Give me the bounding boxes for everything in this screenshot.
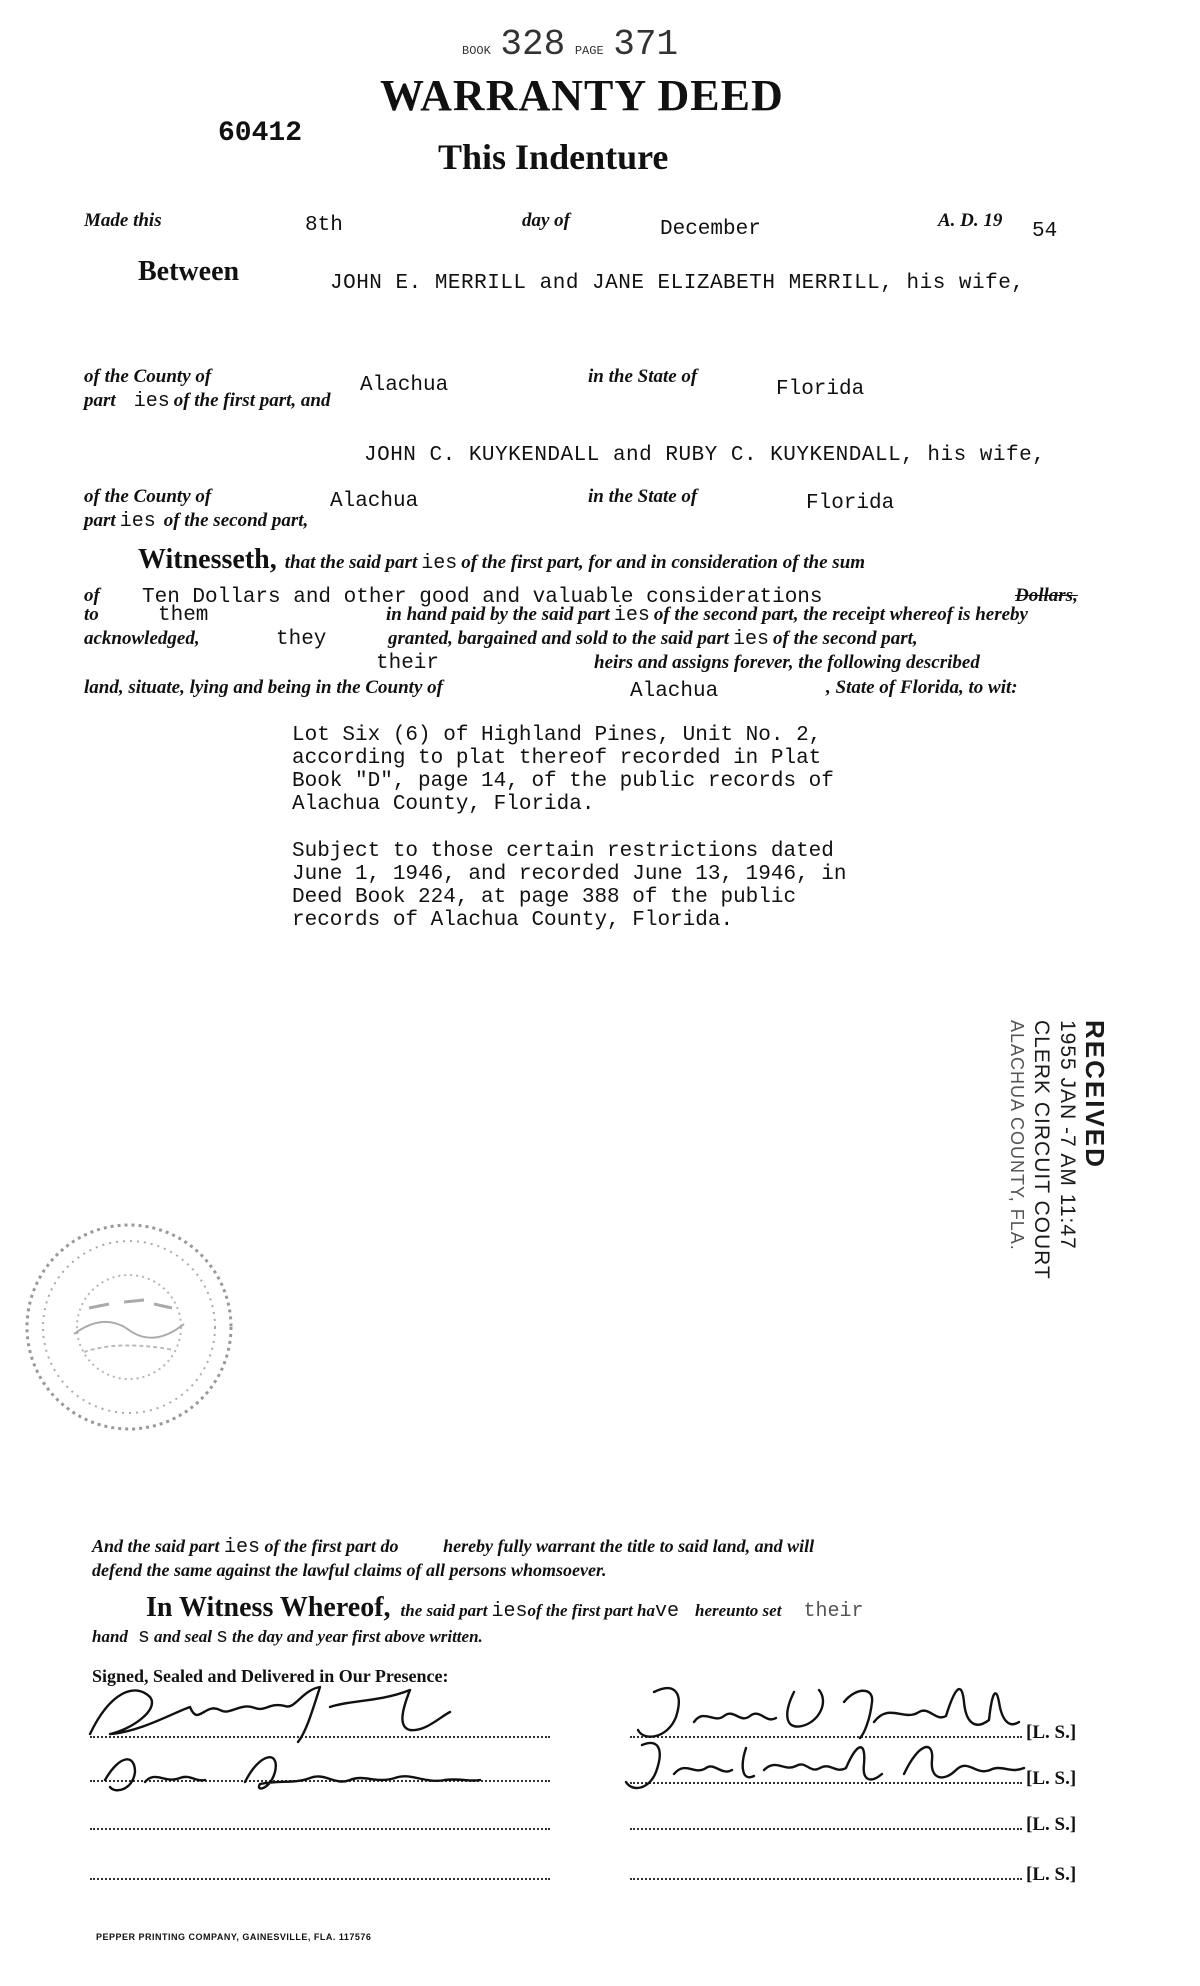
received-stamp <box>1006 1020 1110 1280</box>
witnesseth-text: that the said part <box>284 552 418 573</box>
seals-s: s <box>216 1626 229 1649</box>
witness-signature-1 <box>80 1672 500 1752</box>
document-subtitle: This Indenture <box>438 137 669 177</box>
warranty-line-2: defend the same against the lawful claims of all persons whomsoever. <box>92 1560 607 1580</box>
second-state-label: in the State of <box>588 486 698 507</box>
page-prefix: PAGE <box>574 44 604 58</box>
legal-description-line: records of Alachua County, Florida. <box>292 909 734 932</box>
part-prefix: part <box>84 390 116 411</box>
to-them: them <box>158 604 209 627</box>
between-label: Between <box>138 256 240 287</box>
in-witness-text: the said part <box>400 1601 488 1620</box>
legal-description-line: Subject to those certain restrictions dated <box>292 840 834 863</box>
land-county: Alachua <box>630 680 719 703</box>
deed-year: 54 <box>1032 220 1058 243</box>
warranty-text: And the said part <box>92 1536 220 1556</box>
hands-text: and seal <box>153 1627 213 1646</box>
legal-description-line: Alachua County, Florida. <box>292 793 595 816</box>
page-number: 371 <box>613 24 679 65</box>
hands-s: s <box>137 1626 150 1649</box>
receipt-plural: ies <box>613 604 650 627</box>
stamp-clerk: CLERK CIRCUIT COURT <box>1030 1020 1053 1280</box>
grantees-names: JOHN C. KUYKENDALL and RUBY C. KUYKENDALL, his wife, <box>364 444 1046 467</box>
first-county: Alachua <box>360 374 449 397</box>
first-part-line <box>84 390 330 413</box>
granted-text: granted, bargained and sold to the said part <box>388 628 729 649</box>
recording-reference <box>462 24 678 65</box>
witness-signature-line-4 <box>90 1878 550 1880</box>
hands-seals-line <box>92 1626 483 1649</box>
warranty-plural: ies <box>224 1536 261 1559</box>
legal-description-line: Lot Six (6) of Highland Pines, Unit No. 2, <box>292 724 822 747</box>
granted-plural: ies <box>733 628 770 651</box>
in-witness-their: their <box>803 1600 864 1623</box>
second-county-label: of the County of <box>84 486 212 507</box>
ls-seal-label-3: [L. S.] <box>1026 1814 1077 1835</box>
ls-seal-label-4: [L. S.] <box>1026 1864 1077 1885</box>
book-number: 328 <box>500 24 566 65</box>
ls-seal-label-2: [L. S.] <box>1026 1768 1077 1789</box>
witnesseth-label: Witnesseth, <box>138 544 277 575</box>
legal-description-line: according to plat thereof recorded in Plat <box>292 747 822 770</box>
ls-seal-label-1: [L. S.] <box>1026 1722 1077 1743</box>
grantor-signature-line-3 <box>630 1828 1022 1830</box>
book-prefix: BOOK <box>462 44 491 58</box>
document-number: 60412 <box>218 118 303 149</box>
part-plural: ies <box>119 510 156 533</box>
to-label: to <box>84 604 99 625</box>
hands-text: hand <box>92 1627 128 1646</box>
in-witness-label: In Witness Whereof, <box>146 1592 391 1623</box>
witness-signature-2 <box>95 1742 495 1802</box>
deed-month: December <box>660 218 761 241</box>
in-witness-text: hereunto set <box>695 1601 782 1620</box>
witnesseth-plural: ies <box>421 552 458 575</box>
deed-day: 8th <box>305 214 343 237</box>
stamp-received: RECEIVED <box>1080 1020 1110 1169</box>
receipt-text: of the second part, the receipt whereof is hereby <box>653 604 1028 625</box>
receipt-line <box>386 604 1028 627</box>
printer-footer: PEPPER PRINTING COMPANY, GAINESVILLE, FLA. 117576 <box>96 1932 372 1942</box>
in-witness-line <box>146 1592 863 1624</box>
warranty-text: of the first part do <box>264 1536 399 1556</box>
in-witness-plural: ies <box>491 1600 528 1623</box>
part-prefix: part <box>84 510 116 531</box>
document-title: WARRANTY DEED <box>380 71 784 120</box>
embossed-seal-icon <box>14 1212 244 1442</box>
acknowledged-label: acknowledged, <box>84 628 200 649</box>
legal-description-line: Book "D", page 14, of the public records of <box>292 770 834 793</box>
second-state: Florida <box>806 492 895 515</box>
legal-description-line: June 1, 1946, and recorded June 13, 1946, in <box>292 863 847 886</box>
hands-text: the day and year first above written. <box>232 1627 483 1646</box>
heirs-text: heirs and assigns forever, the following described <box>594 652 980 673</box>
first-state: Florida <box>776 378 865 401</box>
legal-description-line: Deed Book 224, at page 388 of the public <box>292 886 797 909</box>
second-county: Alachua <box>330 490 419 513</box>
in-witness-ve: ve <box>654 1600 679 1623</box>
grantor-signature-line-4 <box>630 1878 1022 1880</box>
land-situate-text: land, situate, lying and being in the County of <box>84 677 443 698</box>
consideration-sum: Ten Dollars and other good and valuable considerations <box>142 586 823 609</box>
part-suffix: of the first part, and <box>173 390 331 411</box>
grantee-their: their <box>376 652 440 675</box>
state-of-florida-text: , State of Florida, to wit: <box>826 677 1018 698</box>
in-witness-text: of the first part ha <box>527 1601 655 1620</box>
witnesseth-text: of the first part, for and in consideration of the sum <box>461 552 866 573</box>
made-this-label: Made this <box>84 210 162 231</box>
day-of-label: day of <box>522 210 571 231</box>
grantors-names: JOHN E. MERRILL and JANE ELIZABETH MERRILL, his wife, <box>330 272 1025 295</box>
grantor-they: they <box>276 628 327 651</box>
stamp-county: ALACHUA COUNTY, FLA. <box>1007 1020 1027 1251</box>
warranty-text: hereby fully warrant the title to said land, and will <box>443 1536 815 1556</box>
granted-line <box>388 628 918 651</box>
of-label: of <box>84 585 100 606</box>
witnesseth-line-1 <box>138 544 865 576</box>
granted-text: of the second part, <box>773 628 918 649</box>
stamp-datetime: 1955 JAN -7 AM 11:47 <box>1056 1020 1079 1250</box>
first-county-label: of the County of <box>84 366 212 387</box>
ad-label: A. D. 19 <box>938 210 1003 231</box>
warranty-line-1 <box>92 1536 814 1559</box>
witness-signature-line-3 <box>90 1828 550 1830</box>
part-plural: ies <box>133 390 170 413</box>
dollars-label: Dollars, <box>1015 585 1078 606</box>
grantor-signature-2 <box>614 1730 1034 1800</box>
receipt-text: in hand paid by the said part <box>386 604 610 625</box>
part-suffix: of the second part, <box>163 510 309 531</box>
first-state-label: in the State of <box>588 366 698 387</box>
second-part-line <box>84 510 308 533</box>
signed-sealed-label: Signed, Sealed and Delivered in Our Presence: <box>92 1666 449 1686</box>
